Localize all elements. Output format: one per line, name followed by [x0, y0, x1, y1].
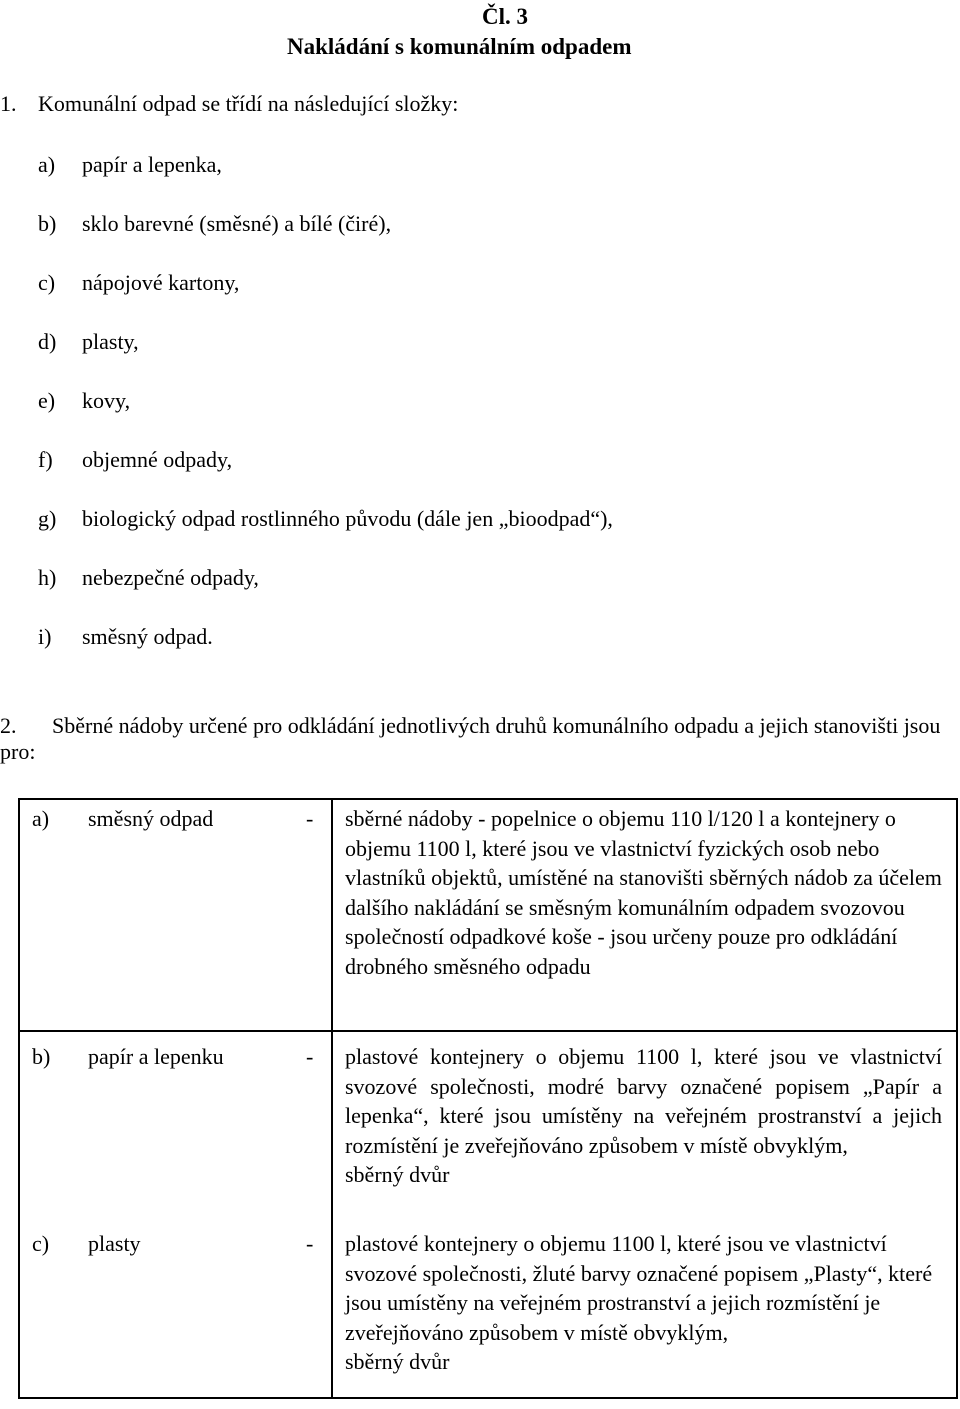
row-label: a) [19, 799, 88, 1031]
bin-description-cell [332, 1221, 957, 1398]
section-1-text: Komunální odpad se třídí na následující složky: [38, 91, 459, 116]
list-item-text: kovy, [82, 388, 131, 413]
list-item-text: biologický odpad rostlinného původu (dále jen „bioodpad“), [82, 506, 613, 531]
list-item [38, 565, 259, 591]
bin-description: sběrné nádoby - popelnice o objemu 110 l/120 l a kontejnery o objemu 1100 l, které jsou ve vlastnictví fyzických osob nebo vlastníků objektů, umístěné na stanovišti sběrných nádob za účelem dalšího nakládání se směsným komunálním odpadem svozovou společností odpadkové koše - jsou určeny pouze pro odkládání drobného směsného odpadu [332, 799, 957, 1031]
list-item [38, 270, 239, 296]
row-dash: - [306, 799, 332, 1031]
article-number: Čl. 3 [482, 4, 528, 29]
section-2-text: Sběrné nádoby určené pro odkládání jednotlivých druhů komunálního odpadu a jejich stanovišti jsou pro: [0, 713, 941, 764]
list-item [38, 329, 139, 355]
waste-kind: papír a lepenku [88, 1044, 224, 1069]
waste-kind: plasty [88, 1231, 141, 1256]
list-item-text: nebezpečné odpady, [82, 565, 259, 590]
list-item-label: b) [38, 211, 57, 236]
list-item-label: h) [38, 565, 57, 590]
waste-kind: směsný odpad [88, 799, 306, 1031]
article-title: Nakládání s komunálním odpadem [287, 34, 632, 59]
bin-extra: sběrný dvůr [345, 1349, 450, 1374]
section-2-number: 2. [0, 713, 17, 738]
list-item-label: g) [38, 506, 57, 531]
row-label: c) [32, 1231, 50, 1256]
list-item [38, 152, 222, 178]
section-1-intro [0, 91, 458, 117]
list-item [38, 506, 613, 532]
row-dash: - [306, 1221, 332, 1398]
list-item-text: směsný odpad. [82, 624, 213, 649]
list-item-label: d) [38, 329, 57, 354]
list-item-text: objemné odpady, [82, 447, 233, 472]
row-dash: - [306, 1031, 332, 1221]
list-item [38, 388, 130, 414]
bin-extra: sběrný dvůr [345, 1162, 450, 1187]
list-item-label: e) [38, 388, 56, 413]
list-item-text: plasty, [82, 329, 139, 354]
list-item-label: c) [38, 270, 56, 295]
section-2-intro [0, 713, 945, 765]
bin-description-cell [332, 1031, 957, 1221]
list-item [38, 624, 213, 650]
list-item [38, 447, 232, 473]
list-item-label: a) [38, 152, 56, 177]
table-row [19, 1031, 957, 1221]
row-label: b) [32, 1044, 51, 1069]
list-item [38, 211, 391, 237]
list-item-label: i) [38, 624, 52, 649]
bins-table [18, 798, 958, 1399]
section-1-number: 1. [0, 91, 17, 116]
list-item-text: papír a lepenka, [82, 152, 222, 177]
table-row [19, 1221, 957, 1398]
list-item-label: f) [38, 447, 53, 472]
list-item-text: nápojové kartony, [82, 270, 240, 295]
bin-description: plastové kontejnery o objemu 1100 l, které jsou ve vlastnictví svozové společnosti, modré barvy označené popisem „Papír a lepenka“, které jsou umístěny na veřejném prostranství a jejich rozmístění je zveřejňováno způsobem v místě obvyklým, [345, 1044, 942, 1158]
table-row [19, 799, 957, 1031]
bin-description: plastové kontejnery o objemu 1100 l, které jsou ve vlastnictví svozové společnosti, žluté barvy označené popisem „Plasty“, které jsou umístěny na veřejném prostranství a jejich rozmístění je zveřejňováno způsobem v místě obvyklým, [345, 1231, 933, 1345]
list-item-text: sklo barevné (směsné) a bílé (čiré), [82, 211, 392, 236]
